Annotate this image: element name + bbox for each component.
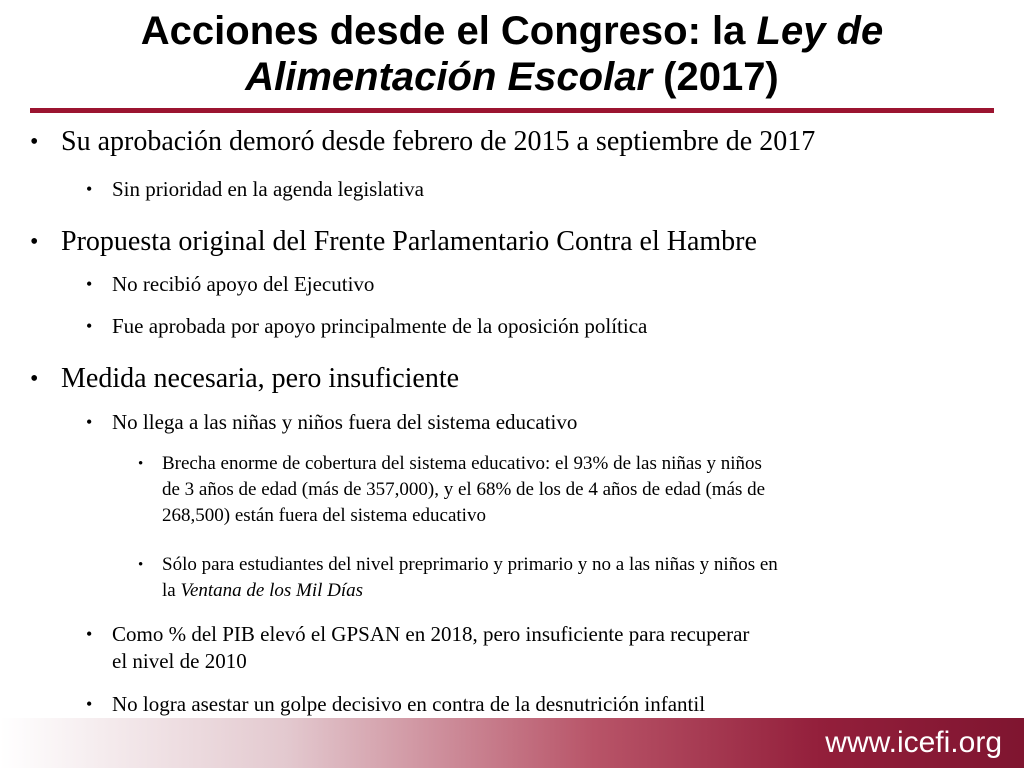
bullet-marker: • [30, 229, 39, 255]
title-text: (2017) [652, 55, 779, 99]
bullet-text: Propuesta original del Frente Parlamentario Contra el Hambre [61, 226, 757, 257]
bullet-marker: • [86, 316, 93, 336]
title-line-1 [40, 8, 984, 54]
title-line-2 [40, 54, 984, 100]
title-italic-text: Ley de [756, 9, 884, 53]
bullet-marker: • [86, 694, 93, 714]
title-italic-text: Alimentación Escolar [245, 55, 653, 99]
footer-url[interactable]: www.icefi.org [825, 726, 1002, 759]
bullet-italic-text: Ventana de los Mil Días [180, 580, 364, 601]
bullet-text-line: Sólo para estudiantes del nivel preprimario y primario y no a las niñas y niños en [162, 554, 778, 575]
footer-band [0, 718, 1024, 768]
bullet-text: Su aprobación demoró desde febrero de 2015 a septiembre de 2017 [61, 126, 816, 157]
bullet-text-line: Brecha enorme de cobertura del sistema educativo: el 93% de las niñas y niños [162, 453, 762, 474]
bullet-text [162, 552, 778, 604]
bullet-marker: • [86, 412, 93, 432]
bullet-text [162, 451, 765, 529]
bullet-text-line: el nivel de 2010 [112, 649, 247, 673]
bullet-text: Sin prioridad en la agenda legislativa [112, 177, 424, 201]
bullet-marker: • [30, 129, 39, 155]
bullet-marker: • [86, 179, 93, 199]
bullet-text: Medida necesaria, pero insuficiente [61, 363, 460, 394]
bullet-text-segment: la [162, 580, 181, 601]
bullet-text: No llega a las niñas y niños fuera del sistema educativo [112, 410, 578, 434]
bullet-marker: • [86, 624, 93, 644]
bullet-marker: • [138, 456, 144, 472]
bullet-text: No recibió apoyo del Ejecutivo [112, 272, 375, 296]
title-divider [30, 108, 994, 113]
bullet-marker: • [86, 274, 93, 294]
bullet-text-line: 268,500) están fuera del sistema educativo [162, 505, 486, 526]
title-text: Acciones desde el Congreso: la [140, 9, 757, 53]
bullet-marker: • [30, 366, 39, 392]
bullet-text: Fue aprobada por apoyo principalmente de la oposición política [112, 314, 648, 338]
bullet-text-line [162, 578, 778, 604]
slide-title [40, 8, 984, 100]
bullet-text [112, 621, 749, 675]
bullet-text-line: Como % del PIB elevó el GPSAN en 2018, pero insuficiente para recuperar [112, 622, 750, 646]
bullet-text: No logra asestar un golpe decisivo en contra de la desnutrición infantil [112, 692, 706, 716]
bullet-marker: • [138, 557, 144, 573]
bullet-text-line: de 3 años de edad (más de 357,000), y el 68% de los de 4 años de edad (más de [162, 479, 766, 500]
